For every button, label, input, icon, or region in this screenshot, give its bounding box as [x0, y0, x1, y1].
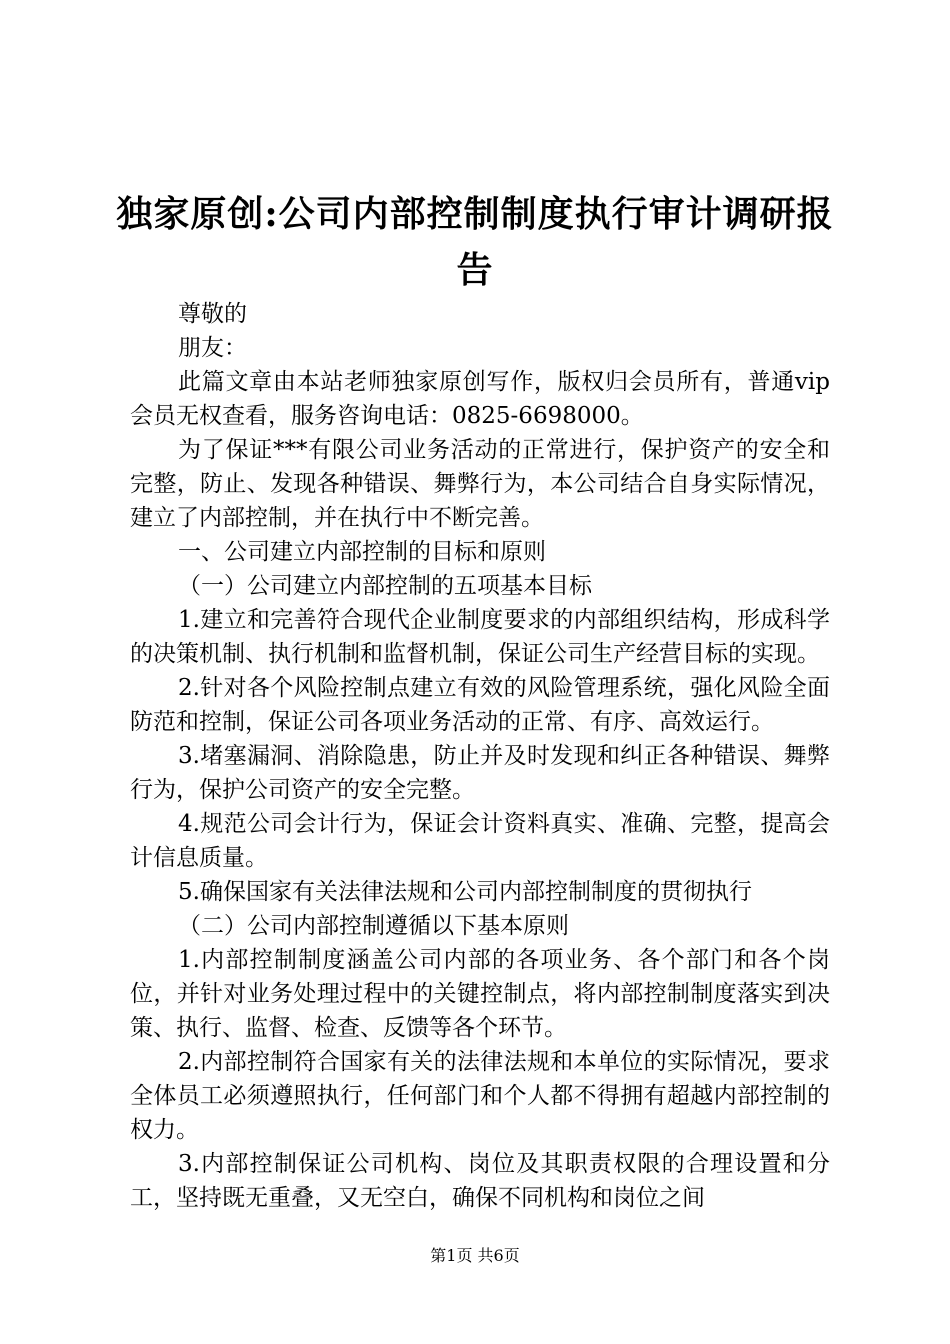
- paragraph-salutation-2: 朋友：: [178, 335, 247, 361]
- paragraph-principle-2: 2.内部控制符合国家有关的法律法规和本单位的实际情况，要求全体员工必须遵照执行，任何部门和个人都不得拥有超越内部控制的权力。: [130, 1049, 830, 1143]
- paragraph-goal-4: 4.规范公司会计行为，保证会计资料真实、准确、完整，提高会计信息质量。: [130, 811, 830, 871]
- subsection-heading-1: （一）公司建立内部控制的五项基本目标: [178, 573, 592, 599]
- document-title-line1: 独家原创:公司内部控制制度执行审计调研报: [116, 193, 834, 235]
- paragraph-goal-3: 3.堵塞漏洞、消除隐患，防止并及时发现和纠正各种错误、舞弊行为，保护公司资产的安全完整。: [130, 743, 830, 803]
- paragraph-copyright-notice: 此篇文章由本站老师独家原创写作，版权归会员所有，普通vip会员无权查看，服务咨询电话：0825-6698000。: [130, 369, 830, 429]
- paragraph-goal-1: 1.建立和完善符合现代企业制度要求的内部组织结构，形成科学的决策机制、执行机制和监督机制，保证公司生产经营目标的实现。: [130, 607, 830, 667]
- paragraph-salutation-1: 尊敬的: [178, 301, 247, 327]
- section-heading-1: 一、公司建立内部控制的目标和原则: [178, 539, 546, 565]
- document-body: [130, 297, 830, 1215]
- paragraph-goal-5: 5.确保国家有关法律法规和公司内部控制制度的贯彻执行: [178, 879, 752, 905]
- paragraph-goal-2: 2.针对各个风险控制点建立有效的风险管理系统，强化风险全面防范和控制，保证公司各项业务活动的正常、有序、高效运行。: [130, 675, 830, 735]
- paragraph-intro: 为了保证***有限公司业务活动的正常进行，保护资产的安全和完整，防止、发现各种错误、舞弊行为，本公司结合自身实际情况，建立了内部控制，并在执行中不断完善。: [130, 437, 830, 531]
- document-title-line2: 告: [456, 249, 494, 291]
- subsection-heading-2: （二）公司内部控制遵循以下基本原则: [178, 913, 569, 939]
- paragraph-principle-1: 1.内部控制制度涵盖公司内部的各项业务、各个部门和各个岗位，并针对业务处理过程中的关键控制点，将内部控制制度落实到决策、执行、监督、检查、反馈等各个环节。: [130, 947, 830, 1041]
- page-footer: 第1页 共6页: [430, 1246, 520, 1265]
- paragraph-principle-3: 3.内部控制保证公司机构、岗位及其职责权限的合理设置和分工，坚持既无重叠，又无空白，确保不同机构和岗位之间: [130, 1151, 830, 1211]
